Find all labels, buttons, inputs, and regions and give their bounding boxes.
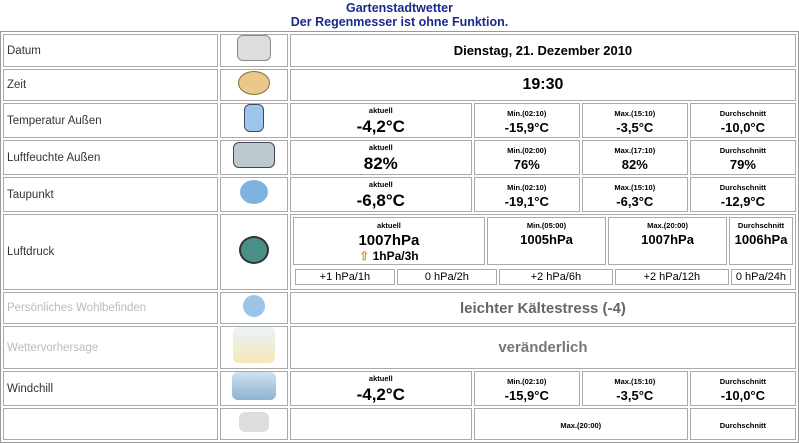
wind-avg: Durchschnitt	[690, 408, 796, 440]
page-title: Gartenstadtwetter	[346, 1, 453, 15]
thermometer-icon	[244, 104, 264, 132]
dewpoint-max: Max.(15:10) -6,3°C	[582, 177, 688, 212]
hygrometer-icon	[233, 142, 275, 168]
label-taupunkt: Taupunkt	[3, 177, 218, 212]
time-value: 19:30	[290, 69, 796, 101]
pressure-avg: Durchschnitt 1006hPa	[729, 217, 793, 265]
label-temperatur: Temperatur Außen	[3, 103, 218, 138]
date-value: Dienstag, 21. Dezember 2010	[290, 34, 796, 67]
calendar-icon	[237, 35, 271, 61]
humidity-current: aktuell 82%	[290, 140, 472, 175]
dewpoint-current: aktuell -6,8°C	[290, 177, 472, 212]
windchill-min: Min.(02:10) -15,9°C	[474, 371, 580, 406]
label-datum: Datum	[3, 34, 218, 67]
barometer-icon	[239, 236, 269, 264]
row-wohlbefinden	[3, 292, 796, 324]
label-zeit: Zeit	[3, 69, 218, 101]
forecast-value: veränderlich	[290, 326, 796, 369]
dewpoint-min: Min.(02:10) -19,1°C	[474, 177, 580, 212]
arrow-up-icon: ⇧	[359, 249, 370, 263]
forecast-icon	[233, 327, 275, 363]
wellbeing-value: leichter Kältestress (-4)	[290, 292, 796, 324]
row-luftfeuchte	[3, 140, 796, 175]
temp-avg: Durchschnitt -10,0°C	[690, 103, 796, 138]
label-vorhersage: Wettervorhersage	[3, 326, 218, 369]
pressure-change-12h: +2 hPa/12h	[615, 269, 729, 285]
pressure-detail	[291, 215, 795, 289]
clock-icon	[238, 71, 270, 95]
pressure-change-2h: 0 hPa/2h	[397, 269, 497, 285]
windchill-max: Max.(15:10) -3,5°C	[582, 371, 688, 406]
label-windchill: Windchill	[3, 371, 218, 406]
pressure-trend: 1hPa/3h	[372, 249, 419, 263]
row-luftdruck	[3, 214, 796, 290]
row-zeit	[3, 69, 796, 101]
temp-max: Max.(15:10) -3,5°C	[582, 103, 688, 138]
pressure-change-24h: 0 hPa/24h	[731, 269, 791, 285]
row-datum	[3, 34, 796, 67]
pressure-max: Max.(20:00) 1007hPa	[608, 217, 727, 265]
humidity-max: Max.(17:10) 82%	[582, 140, 688, 175]
row-temperatur	[3, 103, 796, 138]
label-wohlbefinden: Persönliches Wohlbefinden	[3, 292, 218, 324]
page-subtitle: Der Regenmesser ist ohne Funktion.	[290, 15, 509, 29]
pressure-min: Min.(05:00) 1005hPa	[487, 217, 606, 265]
row-wind	[3, 408, 796, 440]
pressure-current: aktuell 1007hPa ⇧ 1hPa/3h	[293, 217, 485, 265]
humidity-min: Min.(02:00) 76%	[474, 140, 580, 175]
row-taupunkt	[3, 177, 796, 212]
pressure-change-6h: +2 hPa/6h	[499, 269, 613, 285]
windchill-avg: Durchschnitt -10,0°C	[690, 371, 796, 406]
wellbeing-icon	[243, 295, 265, 317]
label-luftfeuchte: Luftfeuchte Außen	[3, 140, 218, 175]
windchill-icon	[232, 372, 276, 400]
row-vorhersage	[3, 326, 796, 369]
row-windchill	[3, 371, 796, 406]
weather-table	[0, 31, 799, 443]
temp-current: aktuell -4,2°C	[290, 103, 472, 138]
dewpoint-avg: Durchschnitt -12,9°C	[690, 177, 796, 212]
dewpoint-icon	[240, 180, 268, 204]
wind-max: Max.(20:00)	[474, 408, 688, 440]
windchill-current: aktuell -4,2°C	[290, 371, 472, 406]
humidity-avg: Durchschnitt 79%	[690, 140, 796, 175]
temp-min: Min.(02:10) -15,9°C	[474, 103, 580, 138]
label-luftdruck: Luftdruck	[3, 214, 218, 290]
pressure-change-1h: +1 hPa/1h	[295, 269, 395, 285]
